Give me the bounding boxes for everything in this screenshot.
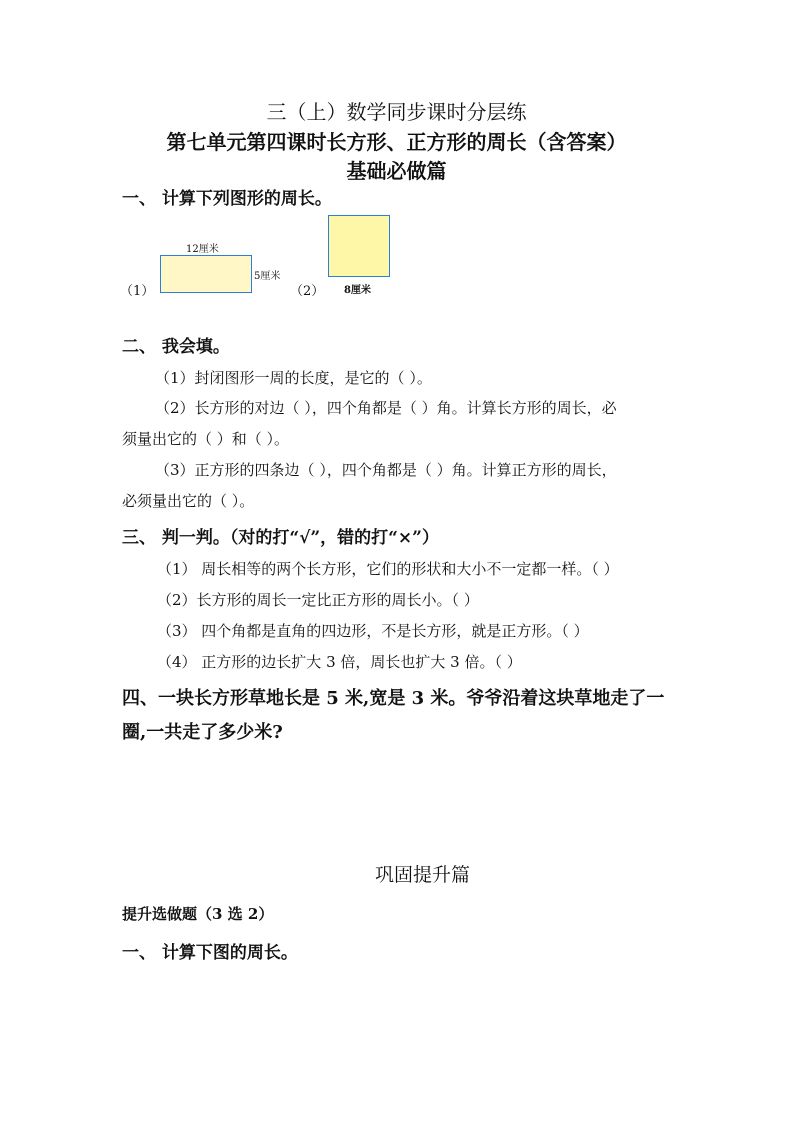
q1-heading: 一、 计算下列图形的周长。 — [122, 189, 332, 209]
q3-heading: 三、 判一判。（对的打“√”，错的打“×”） — [122, 528, 439, 548]
q2-item-2: （2）长方形的对边（ ），四个角都是（ ）角。计算长方形的周长，必 — [155, 399, 617, 417]
doc-subtitle: 第七单元第四课时长方形、正方形的周长（含答案） — [166, 130, 627, 154]
q2-item-1: （1）封闭图形一周的长度，是它的（ ）。 — [155, 369, 432, 387]
q4-line-1: 四、一块长方形草地长是 5 米,宽是 3 米。爷爷沿着这块草地走了一 — [122, 688, 665, 709]
q3-item-1: （1） 周长相等的两个长方形，它们的形状和大小不一定都一样。（ ） — [157, 560, 619, 578]
q3-item-4: （4） 正方形的边长扩大 3 倍，周长也扩大 3 倍。（ ） — [157, 653, 522, 671]
fig1-side-length: 5厘米 — [254, 271, 281, 282]
square-figure — [328, 215, 390, 277]
fig1-label: （1） — [120, 284, 155, 299]
fig2-label: （2） — [290, 284, 325, 299]
fig1-top-length: 12厘米 — [186, 244, 219, 255]
rectangle-figure — [160, 255, 252, 293]
doc-title: 三（上）数学同步课时分层练 — [266, 100, 527, 124]
section-title-basic: 基础必做篇 — [346, 159, 447, 183]
section-title-advanced: 巩固提升篇 — [375, 864, 471, 886]
q2-item-2-cont: 须量出它的（ ）和（ ）。 — [122, 430, 290, 448]
advanced-q1-heading: 一、 计算下图的周长。 — [122, 943, 298, 963]
q2-item-3-cont: 必须量出它的（ ）。 — [122, 492, 255, 510]
q3-item-3: （3） 四个角都是直角的四边形，不是长方形，就是正方形。（ ） — [157, 622, 589, 640]
q4-line-2: 圈,一共走了多少米? — [122, 722, 283, 743]
q2-heading: 二、 我会填。 — [122, 337, 230, 357]
q3-item-2: （2）长方形的周长一定比正方形的周长小。（ ） — [157, 591, 479, 609]
q2-item-3: （3）正方形的四条边（ ），四个角都是（ ）角。计算正方形的周长， — [155, 461, 617, 479]
fig2-bottom-length: 8厘米 — [344, 285, 371, 296]
advanced-subtitle: 提升选做题（3 选 2） — [122, 905, 274, 923]
